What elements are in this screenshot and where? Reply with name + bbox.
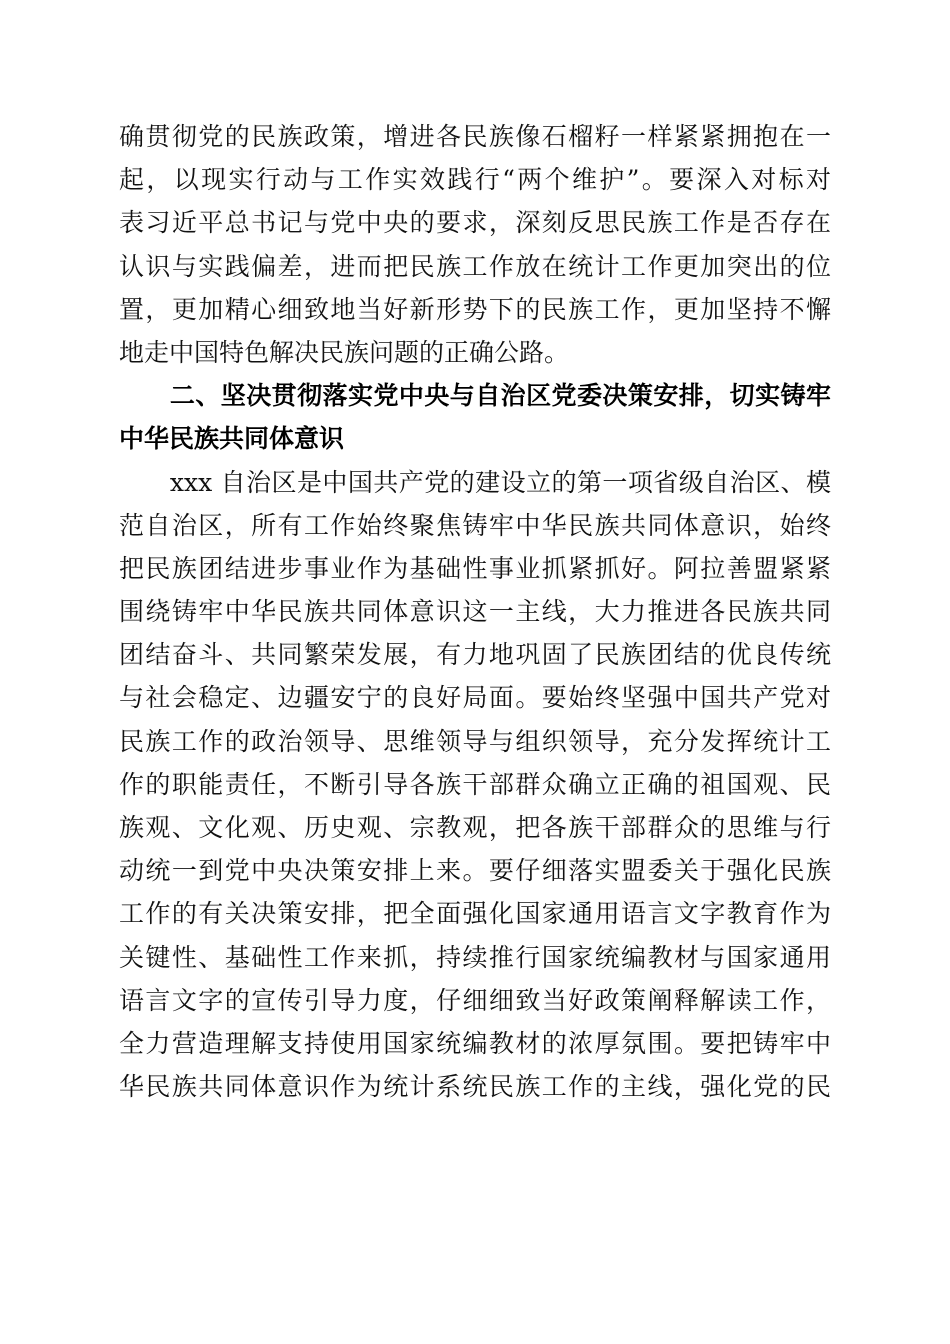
text-line: 团结奋斗、共同繁荣发展，有力地巩固了民族团结的优良传统 <box>119 640 831 670</box>
text-line: xxx 自治区是中国共产党的建设立的第一项省级自治区、模 <box>119 467 831 497</box>
text-line: 认识与实践偏差，进而把民族工作放在统计工作更加突出的位 <box>119 251 831 281</box>
heading-line: 二、坚决贯彻落实党中央与自治区党委决策安排，切实铸牢 <box>119 381 831 411</box>
text-line: 确贯彻党的民族政策，增进各民族像石榴籽一样紧紧拥抱在一 <box>119 122 831 151</box>
text-line: 置，更加精心细致地当好新形势下的民族工作，更加坚持不懈 <box>119 294 831 324</box>
text-line: 全力营造理解支持使用国家统编教材的浓厚氛围。要把铸牢中 <box>119 1028 831 1058</box>
text-line: 把民族团结进步事业作为基础性事业抓紧抓好。阿拉善盟紧紧 <box>119 553 831 583</box>
text-line: 工作的有关决策安排，把全面强化国家通用语言文字教育作为 <box>119 899 831 929</box>
text-line: 地走中国特色解决民族问题的正确公路。 <box>119 337 570 367</box>
text-line: 华民族共同体意识作为统计系统民族工作的主线，强化党的民 <box>119 1072 831 1102</box>
document-body <box>119 115 831 1108</box>
text-line: 动统一到党中央决策安排上来。要仔细落实盟委关于强化民族 <box>119 856 831 886</box>
text-line: 表习近平总书记与党中央的要求，深刻反思民族工作是否存在 <box>119 208 831 238</box>
text-line: 民族工作的政治领导、思维领导与组织领导，充分发挥统计工 <box>119 726 831 756</box>
text-line: 与社会稳定、边疆安宁的良好局面。要始终坚强中国共产党对 <box>119 683 831 713</box>
paragraph-autonomous-region <box>119 461 831 1109</box>
text-line: 关键性、基础性工作来抓，持续推行国家统编教材与国家通用 <box>119 942 831 972</box>
text-line: 作的职能责任，不断引导各族干部群众确立正确的祖国观、民 <box>119 769 831 799</box>
text-line: 围绕铸牢中华民族共同体意识这一主线，大力推进各民族共同 <box>119 597 831 627</box>
text-line: 起，以现实行动与工作实效践行“两个维护”。要深入对标对 <box>119 165 831 195</box>
heading-line: 中华民族共同体意识 <box>119 424 345 454</box>
section-heading-two <box>119 374 831 460</box>
text-line: 族观、文化观、历史观、宗教观，把各族干部群众的思维与行 <box>119 813 831 842</box>
text-line: 范自治区，所有工作始终聚焦铸牢中华民族共同体意识，始终 <box>119 510 831 540</box>
text-line: 语言文字的宣传引导力度，仔细细致当好政策阐释解读工作， <box>119 985 831 1015</box>
paragraph-ethnic-policy <box>119 115 831 374</box>
